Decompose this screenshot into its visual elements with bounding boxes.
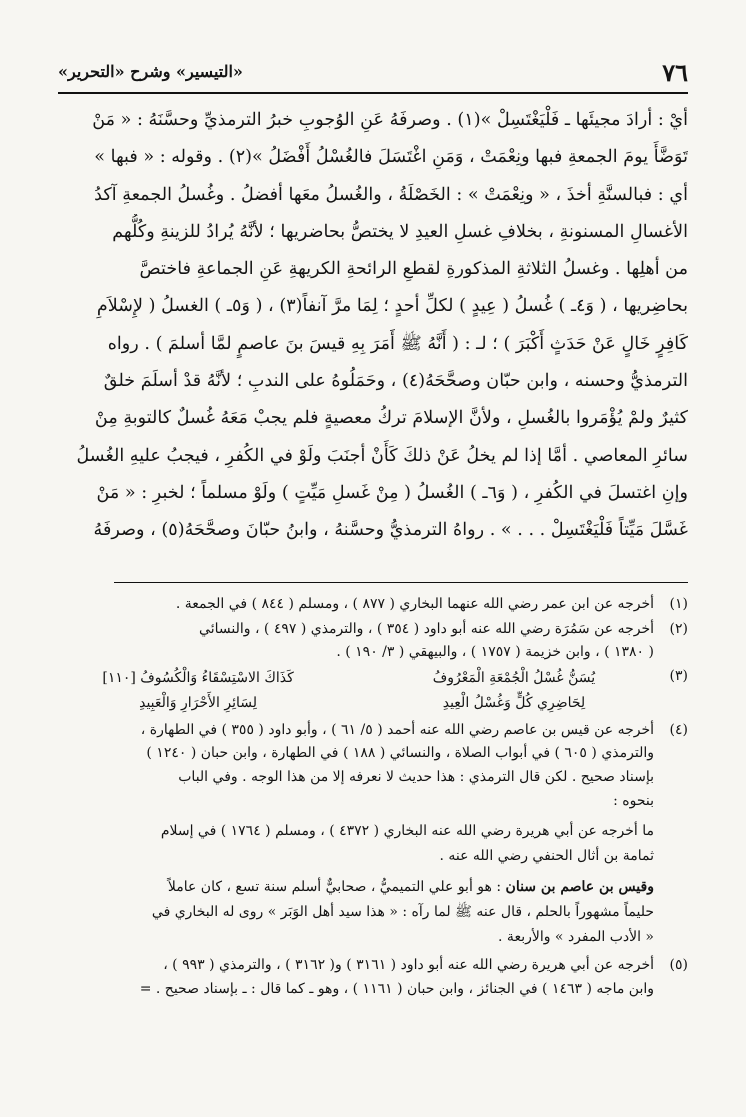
text-line: سائرِ المعاصي . أمَّا إذا لم يخلُ عَنْ ذلكَ كَأَنْ أجنَبَ ولَوْ في الكُفرِ ، فيجبُ عليهِ الغُسلُ xyxy=(76,445,688,466)
text-line: الترمذيُّ وحسنه ، وابن حبّان وصحَّحَهُ(٤) ، وحَمَلُوهُ على الندبِ ؛ لأنَّهُ قدْ أسلَمَ خلقٌ xyxy=(103,371,688,392)
footnote-line: أخرجه عن ابن عمر رضي الله عنهما البخاري ( ٨٧٧ ) ، ومسلم ( ٨٤٤ ) في الجمعة . xyxy=(175,596,654,612)
text-line: أيْ : أرادَ مجيئَها ـ فَلْيَغْتَسِلْ »(١) . وصرفَهُ عَنِ الوُجوبِ خبرُ الترمذيِّ وحسَّنَهُ : « مَنْ xyxy=(92,110,688,130)
running-title: «التيسير» وشرح «التحرير» xyxy=(58,62,243,81)
text-line: غَسَّلَ مَيِّتاً فَلْيَغْتَسِلْ . . . » . رواهُ الترمذيُّ وحسَّنهُ ، وابنُ حبّانَ وصحَّحَهُ(٥) ، وصرفَهُ xyxy=(93,520,688,541)
footnote-line: حليماً مشهوراً بالحلم ، قال عنه ﷺ لما رآه : « هذا سيد أهل الوَبَر » روى له البخاري في xyxy=(151,904,654,921)
text-line: بحاضِريها ، ( وَ٤ـ ) غُسلُ ( عِيدٍ ) لكلِّ أحدٍ ؛ لِمَا مرَّ آنفاً(٣) ، ( وَ٥ـ ) الغسلُ ( لإِسْلاَمِ xyxy=(96,296,688,317)
footnote-4-sub-1 xyxy=(58,819,688,869)
footnote-line: ثمامة بن أثال الحنفي رضي الله عنه . xyxy=(439,848,654,865)
footnote-5 xyxy=(58,954,688,1001)
page-header xyxy=(58,58,688,88)
footnote-3-verse xyxy=(58,666,688,716)
verse-hemistich: لِحَاضِرِي كُلٍّ وَغُسْلُ الْعِيدِ xyxy=(442,694,586,711)
text-line: كثيرٌ ولمْ يُؤْمَروا بالغُسلِ ، ولأنَّ الإسلامَ تركُ معصيةٍ فلم يجبْ مَعَهُ غُسلٌ كالتوبةِ مِنْ xyxy=(94,408,688,429)
text-line: وإنِ اغتسلَ في الكُفرِ ، ( وَ٦ـ ) الغُسلُ ( مِنْ غَسلِ مَيِّتٍ ) ولَوْ مسلماً ؛ لخبرِ : « مَنْ xyxy=(96,482,688,503)
footnote-line: ما أخرجه عن أبي هريرة رضي الله عنه البخاري ( ٤٣٧٢ ) ، ومسلم ( ١٧٦٤ ) في إسلام xyxy=(160,823,654,840)
footnote-line: والترمذي ( ٦٠٥ ) في أبواب الصلاة ، والنسائي ( ١٨٨ ) في الطهارة ، وابن حبان ( ١٢٤٠ ) xyxy=(146,745,654,762)
footnote-line: بنحوه : xyxy=(613,792,654,809)
header-rule xyxy=(58,92,688,94)
footnote-2 xyxy=(58,618,688,665)
verse-hemistich: يُسَنُّ غُسْلُ الْجُمْعَةِ الْمَعْرُوفُ xyxy=(432,669,596,686)
verse-hemistich: لِسَائِرِ الأَحْرَارِ وَالْعَبِيدِ xyxy=(139,694,258,711)
page-number: ٧٦ xyxy=(662,58,688,87)
verse-row xyxy=(58,691,654,716)
text-line: الأغسالِ المسنونةِ ، بخلافِ غسلِ العيدِ لا يختصُّ بحاضريها ؛ لأنَّهُ يُرادُ للزينةِ وكُلُّهم xyxy=(112,221,688,242)
footnote-line: « الأدب المفرد » والأربعة . xyxy=(498,929,654,946)
text-line: أي : فبالسنَّةِ أخذَ ، « ونِعْمَتْ » : الخَصْلَةُ ، والغُسلُ معَها أفضلُ . وغُسلُ الجمعةِ آكدُ xyxy=(94,184,688,205)
footnote-number: (٢) xyxy=(669,620,688,637)
main-text xyxy=(58,102,688,550)
footnote-separator xyxy=(114,582,688,583)
main-paragraph xyxy=(58,102,688,550)
footnote-line xyxy=(58,875,654,900)
verse-hemistich: كَذَاكَ الاسْتِسْقَاءُ وَالْكُسُوفُ [١١٠] xyxy=(102,669,294,686)
footnotes xyxy=(58,593,688,1002)
footnote-line: وابن ماجه ( ١٤٦٣ ) في الجنائز ، وابن حبان ( ١١٦١ ) ، وهو ـ كما قال : ـ بإسناد صحيح . = xyxy=(139,980,654,997)
footnote-4 xyxy=(58,719,688,813)
footnote-number: (٤) xyxy=(669,721,688,738)
footnote-number: (٣) xyxy=(669,667,688,684)
text-line: تَوَضَّأَ يومَ الجمعةِ فبها ونِعْمَتْ ، وَمَنِ اغْتَسَلَ فالغُسْلُ أَفْضَلُ »(٢) . وقوله : « فبها » xyxy=(94,147,688,168)
verse-row xyxy=(58,666,654,691)
text-line: من أهلِها . وغسلُ الثلاثةِ المذكورةِ لقطعِ الرائحةِ الكريهةِ عَنِ الجماعةِ فاختصَّ xyxy=(139,259,688,280)
footnote-4-sub-2 xyxy=(58,875,688,950)
narrator-bio: : هو أبو علي التميميُّ ، صحابيٌّ أسلم سنة تسع ، كان عاملاً xyxy=(167,879,506,896)
footnote-line: أخرجه عن سَمُرَة رضي الله عنه أبو داود ( ٣٥٤ ) ، والترمذي ( ٤٩٧ ) ، والنسائي xyxy=(199,620,654,637)
footnote-1 xyxy=(58,593,688,617)
footnote-number: (٥) xyxy=(669,957,688,974)
text-line: كَافِرٍ خَالٍ عَنْ حَدَثٍ أَكْبَرَ ) ؛ لـ : ( أَنَّهُ ﷺ أَمَرَ بِهِ قيسَ بنَ عاصمٍ لمَّا أسلمَ ) . رواه xyxy=(107,333,688,354)
narrator-name: وقيس بن عاصم بن سنان xyxy=(505,879,654,896)
footnote-number: (١) xyxy=(669,596,688,612)
footnote-line: أخرجه عن قيس بن عاصم رضي الله عنه أحمد ( ٥/ ٦١ ) ، وأبو داود ( ٣٥٥ ) في الطهارة ، xyxy=(140,721,654,738)
footnote-line: أخرجه عن أبي هريرة رضي الله عنه أبو داود ( ٣١٦١ ) و( ٣١٦٢ ) ، والترمذي ( ٩٩٣ ) ، xyxy=(163,957,654,974)
footnote-line: بإسناد صحيح . لكن قال الترمذي : هذا حديث لا نعرفه إلا من هذا الوجه . وفي الباب xyxy=(178,768,654,785)
footnote-line: ( ١٣٨٠ ) ، وابن خزيمة ( ١٧٥٧ ) ، والبيهقي ( ٣/ ١٩٠ ) . xyxy=(336,644,654,661)
